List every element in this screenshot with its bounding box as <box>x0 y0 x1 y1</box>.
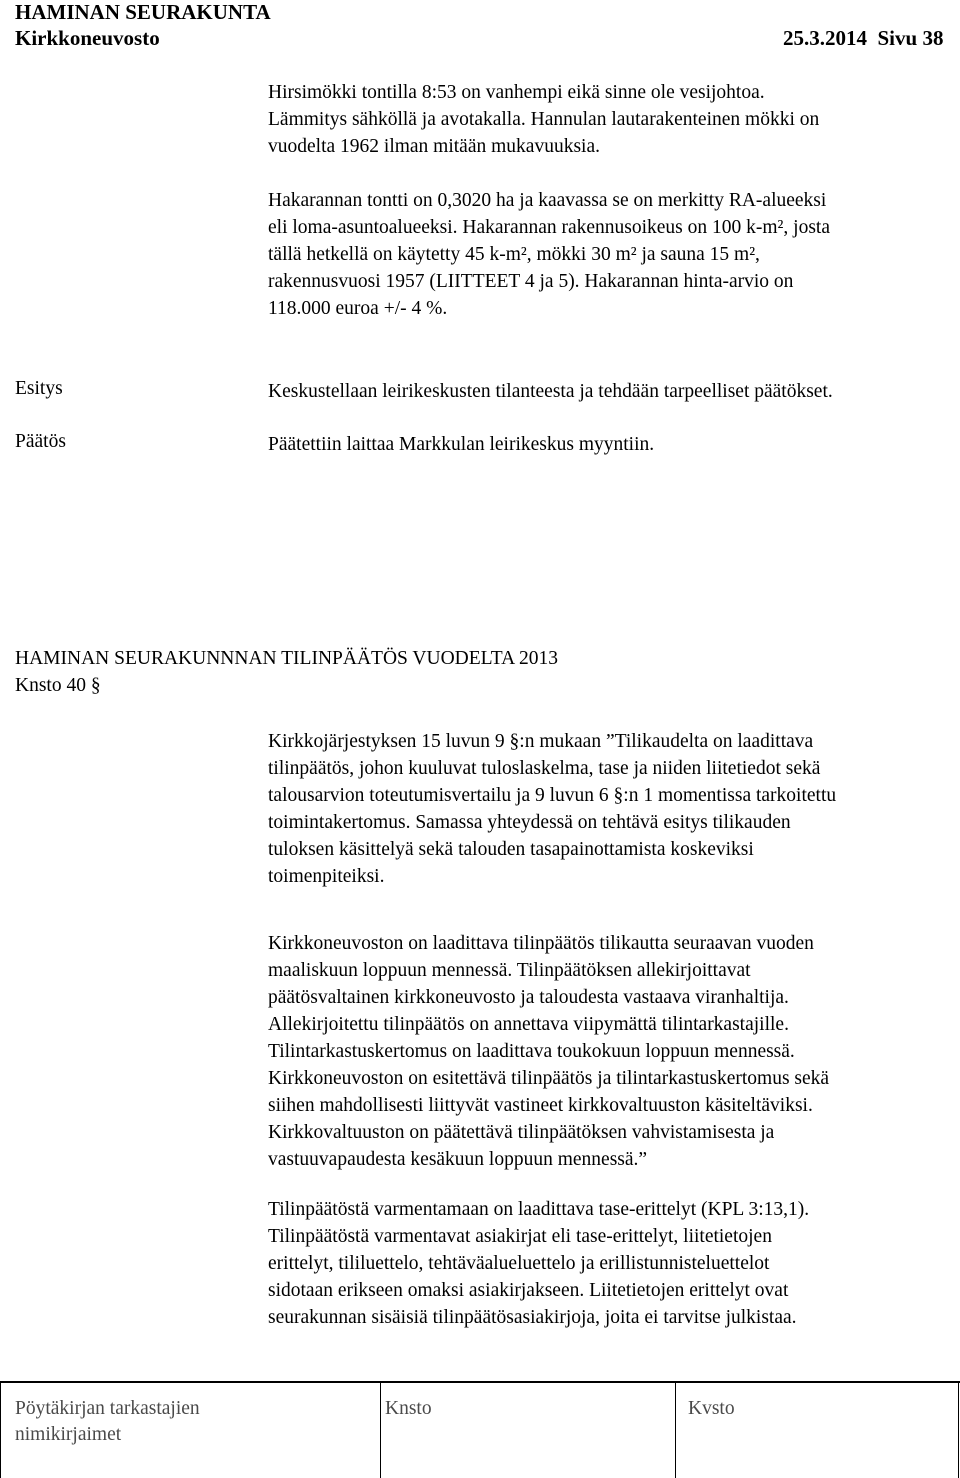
text-line: Pöytäkirjan tarkastajien <box>15 1398 200 1419</box>
text-line: siihen mahdollisesti liittyvät vastineet kirkkovaltuuston käsiteltäviksi. <box>268 1095 813 1116</box>
footer-cell-border <box>675 1383 676 1478</box>
text-line: talousarvion toteutumisvertailu ja 9 luvun 6 §:n 1 momentissa tarkoitettu <box>268 785 837 806</box>
text-line: vuodelta 1962 ilman mitään mukavuuksia. <box>268 136 600 157</box>
paatos-label: Päätös <box>15 431 66 452</box>
text-line: Hakarannan tontti on 0,3020 ha ja kaavassa se on merkitty RA-alueeksi <box>268 190 827 211</box>
text-line: 118.000 euroa +/- 4 %. <box>268 298 448 319</box>
text-line: päätösvaltainen kirkkoneuvosto ja taloudesta vastaava viranhaltija. <box>268 987 789 1008</box>
footer-kvsto-label: Kvsto <box>688 1398 735 1419</box>
section-title: HAMINAN SEURAKUNNNAN TILINPÄÄTÖS VUODELTA 2013 <box>15 648 559 669</box>
text-line: tällä hetkellä on käytetty 45 k-m², mökki 30 m² ja sauna 15 m², <box>268 244 760 265</box>
footer-knsto-label: Knsto <box>385 1398 432 1419</box>
paragraph-varmentaminen <box>268 1196 809 1331</box>
text-line: rakennusvuosi 1957 (LIITTEET 4 ja 5). Hakarannan hinta-arvio on <box>268 271 794 292</box>
footer-divider <box>0 1381 960 1383</box>
paragraph-laadinta <box>268 930 829 1173</box>
paragraph-kirkkojarjestys <box>268 728 836 890</box>
text-line: Päätettiin laittaa Markkulan leirikeskus myyntiin. <box>268 434 655 455</box>
text-line: Tilintarkastuskertomus on laadittava toukokuun loppuun mennessä. <box>268 1041 795 1062</box>
text-line: Kirkkoneuvoston on esitettävä tilinpäätös ja tilintarkastuskertomus sekä <box>268 1068 830 1089</box>
text-line: seurakunnan sisäisiä tilinpäätösasiakirjoja, joita ei tarvitse julkistaa. <box>268 1307 797 1328</box>
text-line: Kirkkojärjestyksen 15 luvun 9 §:n mukaan ”Tilikaudelta on laadittava <box>268 731 814 752</box>
text-line: maaliskuun loppuun mennessä. Tilinpäätöksen allekirjoittavat <box>268 960 751 981</box>
text-line: Keskustellaan leirikeskusten tilanteesta ja tehdään tarpeelliset päätökset. <box>268 381 833 402</box>
header-body: Kirkkoneuvosto <box>15 26 160 50</box>
text-line: Lämmitys sähköllä ja avotakalla. Hannulan lautarakenteinen mökki on <box>268 109 820 130</box>
text-line: sidotaan erikseen omaksi asiakirjakseen. Liitetietojen erittelyt ovat <box>268 1280 789 1301</box>
section-number: Knsto 40 § <box>15 675 101 696</box>
footer-cell-border <box>958 1383 959 1478</box>
footer-cell-border <box>380 1383 381 1478</box>
footer-cell-border <box>0 1383 1 1478</box>
paragraph-hirsimokki <box>268 79 819 160</box>
footer-signers-label <box>15 1396 200 1448</box>
text-line: Kirkkoneuvoston on laadittava tilinpäätös tilikautta seuraavan vuoden <box>268 933 814 954</box>
text-line: Allekirjoitettu tilinpäätös on annettava viipymättä tilintarkastajille. <box>268 1014 789 1035</box>
text-line: eli loma-asuntoalueeksi. Hakarannan rakennusoikeus on 100 k-m², josta <box>268 217 830 238</box>
paragraph-hakaranta <box>268 187 830 322</box>
text-line: Kirkkovaltuuston on päätettävä tilinpäätöksen vahvistamisesta ja <box>268 1122 775 1143</box>
header-organization: HAMINAN SEURAKUNTA <box>15 0 271 24</box>
header-date-page: 25.3.2014 Sivu 38 <box>783 26 944 50</box>
esitys-text <box>268 378 833 405</box>
text-line: Tilinpäätöstä varmentamaan on laadittava tase-erittelyt (KPL 3:13,1). <box>268 1199 810 1220</box>
text-line: toimenpiteiksi. <box>268 866 385 887</box>
text-line: Tilinpäätöstä varmentavat asiakirjat eli tase-erittelyt, liitetietojen <box>268 1226 772 1247</box>
paatos-text <box>268 431 654 458</box>
text-line: nimikirjaimet <box>15 1424 122 1445</box>
text-line: tuloksen käsittelyä sekä talouden tasapainottamista koskeviksi <box>268 839 754 860</box>
text-line: tilinpäätös, johon kuuluvat tuloslaskelma, tase ja niiden liitetiedot sekä <box>268 758 821 779</box>
esitys-label: Esitys <box>15 378 63 399</box>
text-line: toimintakertomus. Samassa yhteydessä on tehtävä esitys tilikauden <box>268 812 791 833</box>
text-line: vastuuvapaudesta kesäkuun loppuun mennessä.” <box>268 1149 648 1170</box>
text-line: Hirsimökki tontilla 8:53 on vanhempi eikä sinne ole vesijohtoa. <box>268 82 765 103</box>
text-line: erittelyt, tililuettelo, tehtäväalueluettelo ja erillistunnisteluettelot <box>268 1253 770 1274</box>
